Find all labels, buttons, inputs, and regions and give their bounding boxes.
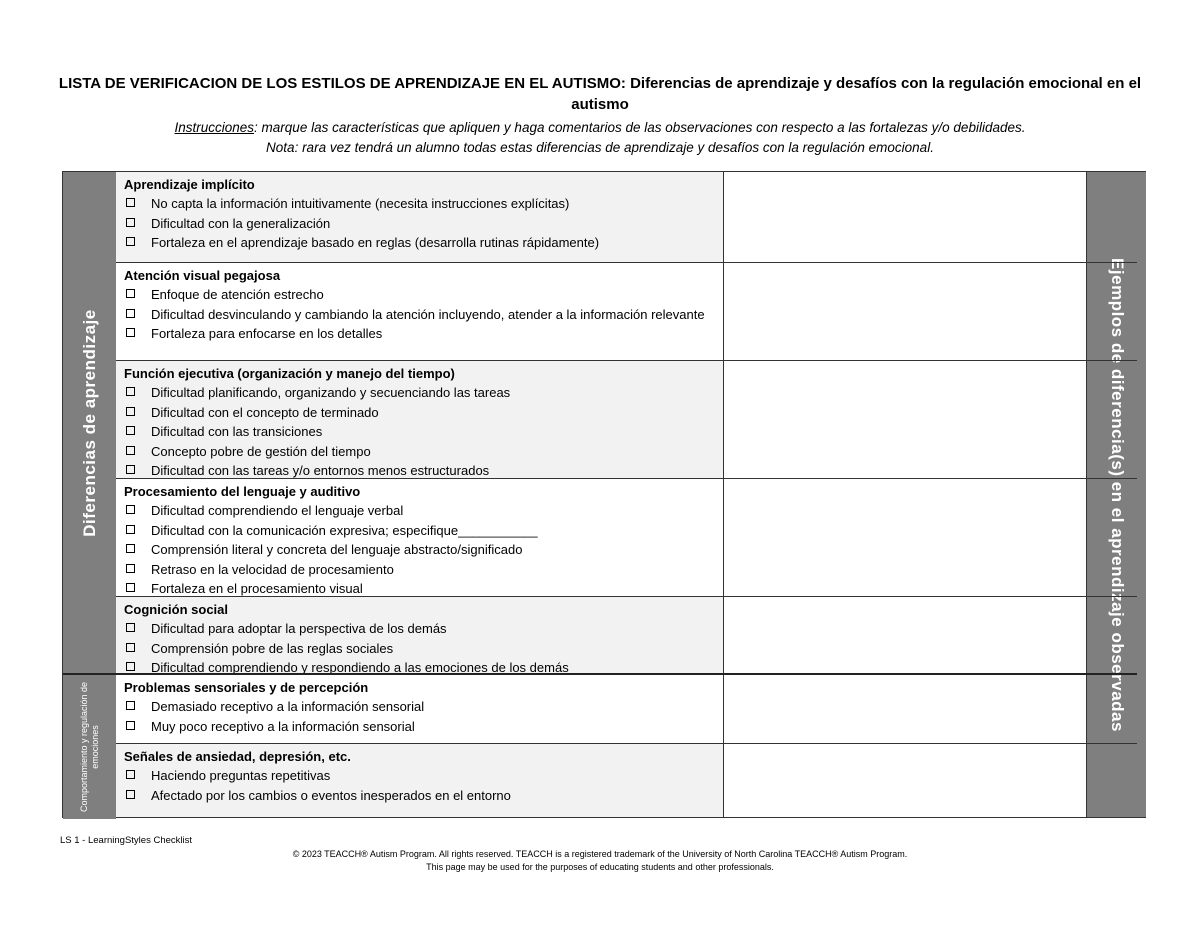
checklist-item: Concepto pobre de gestión del tiempo <box>124 442 715 461</box>
checklist-item: Dificultad comprendiendo el lenguaje verbal <box>124 501 715 520</box>
notes-cell[interactable] <box>724 597 1137 673</box>
section-implicit-learning <box>116 172 1137 262</box>
instructions-text: : marque las características que apliquen y haga comentarios de las observaciones con respecto a las fortalezas y/o debilidades. <box>254 120 1026 135</box>
side-label-learning-text: Diferencias de aprendizaje <box>79 308 99 537</box>
checkbox[interactable] <box>126 623 135 632</box>
side-label-behavior-text: Comportamiento y regulación de emociones <box>78 681 100 813</box>
section-social-cognition <box>116 596 1137 676</box>
page-title: LISTA DE VERIFICACION DE LOS ESTILOS DE APRENDIZAJE EN EL AUTISMO: Diferencias de aprendizaje y desafíos con la regulación emocional en el autismo <box>58 75 1142 113</box>
checklist-item: Dificultad con la comunicación expresiva; especifique___________ <box>124 521 715 540</box>
checklist-item: Enfoque de atención estrecho <box>124 285 715 304</box>
side-label-examples-text: Ejemplos de diferencia(s) en el aprendizaje observadas <box>1107 257 1127 732</box>
section-heading: Problemas sensoriales y de percepción <box>124 680 369 695</box>
checkbox[interactable] <box>126 218 135 227</box>
checkbox[interactable] <box>126 583 135 592</box>
checkbox[interactable] <box>126 407 135 416</box>
checkbox[interactable] <box>126 387 135 396</box>
footer-copyright: © 2023 TEACCH® Autism Program. All rights reserved. TEACCH is a registered trademark of the University of North Carolina TEACCH® Autism Program. <box>292 849 908 859</box>
checklist-item: No capta la información intuitivamente (necesita instrucciones explícitas) <box>124 194 715 213</box>
notes-cell[interactable] <box>724 744 1137 817</box>
section-heading: Cognición social <box>124 602 229 617</box>
footer-usage: This page may be used for the purposes of educating students and other professionals. <box>426 862 774 872</box>
checkbox[interactable] <box>126 426 135 435</box>
checkbox[interactable] <box>126 446 135 455</box>
checklist-item: Dificultad con las transiciones <box>124 422 715 441</box>
checklist-item: Afectado por los cambios o eventos inesperados en el entorno <box>124 786 715 805</box>
checklist-item: Dificultad con el concepto de terminado <box>124 403 715 422</box>
checklist-item: Dificultad con las tareas y/o entornos menos estructurados <box>124 461 715 480</box>
checklist-item: Dificultad con la generalización <box>124 214 715 233</box>
section-heading: Procesamiento del lenguaje y auditivo <box>124 484 361 499</box>
checkbox[interactable] <box>126 289 135 298</box>
checklist-item: Comprensión literal y concreta del lenguaje abstracto/significado <box>124 540 715 559</box>
checkbox[interactable] <box>126 701 135 710</box>
checklist-item: Dificultad desvinculando y cambiando la atención incluyendo, atender a la información relevante <box>124 305 715 324</box>
section-sensory <box>116 673 1137 743</box>
checklist-item: Dificultad planificando, organizando y secuenciando las tareas <box>124 383 715 402</box>
checkbox[interactable] <box>126 564 135 573</box>
section-language-processing <box>116 478 1137 596</box>
checkbox[interactable] <box>126 237 135 246</box>
section-sticky-visual-attention <box>116 262 1137 360</box>
notes-cell[interactable] <box>724 263 1137 360</box>
checklist-item: Muy poco receptivo a la información sensorial <box>124 717 715 736</box>
checklist-item: Demasiado receptivo a la información sensorial <box>124 697 715 716</box>
checklist-item: Dificultad comprendiendo y respondiendo a las emociones de los demás <box>124 658 715 677</box>
checkbox[interactable] <box>126 643 135 652</box>
footer-document-id: LS 1 - LearningStyles Checklist <box>60 835 193 846</box>
instructions-note: Nota: rara vez tendrá un alumno todas estas diferencias de aprendizaje y desafíos con la regulación emocional. <box>266 140 934 155</box>
checkbox[interactable] <box>126 525 135 534</box>
checklist-item: Dificultad para adoptar la perspectiva de los demás <box>124 619 715 638</box>
checkbox[interactable] <box>126 198 135 207</box>
side-label-learning-differences <box>63 172 116 673</box>
checklist-item: Comprensión pobre de las reglas sociales <box>124 639 715 658</box>
section-heading: Atención visual pegajosa <box>124 268 281 283</box>
instructions <box>40 118 1160 158</box>
checkbox[interactable] <box>126 505 135 514</box>
section-anxiety-signs <box>116 743 1137 817</box>
section-heading: Señales de ansiedad, depresión, etc. <box>124 749 351 764</box>
notes-cell[interactable] <box>724 172 1137 262</box>
checkbox[interactable] <box>126 721 135 730</box>
checklist-item: Fortaleza para enfocarse en los detalles <box>124 324 715 343</box>
checklist-item: Fortaleza en el procesamiento visual <box>124 579 715 598</box>
checkbox[interactable] <box>126 328 135 337</box>
checklist-table <box>62 171 1146 818</box>
checklist-item: Haciendo preguntas repetitivas <box>124 766 715 785</box>
notes-cell[interactable] <box>724 675 1137 743</box>
checkbox[interactable] <box>126 544 135 553</box>
checkbox[interactable] <box>126 790 135 799</box>
checkbox[interactable] <box>126 465 135 474</box>
checkbox[interactable] <box>126 309 135 318</box>
instructions-label: Instrucciones <box>174 120 255 135</box>
checkbox[interactable] <box>126 662 135 671</box>
section-heading: Función ejecutiva (organización y manejo del tiempo) <box>124 366 455 381</box>
side-label-behavior <box>63 673 116 819</box>
checklist-item: Fortaleza en el aprendizaje basado en reglas (desarrolla rutinas rápidamente) <box>124 233 715 252</box>
section-heading: Aprendizaje implícito <box>124 177 255 192</box>
checklist-item: Retraso en la velocidad de procesamiento <box>124 560 715 579</box>
notes-cell[interactable] <box>724 479 1137 596</box>
checkbox[interactable] <box>126 770 135 779</box>
section-executive-function <box>116 360 1137 478</box>
notes-cell[interactable] <box>724 361 1137 478</box>
